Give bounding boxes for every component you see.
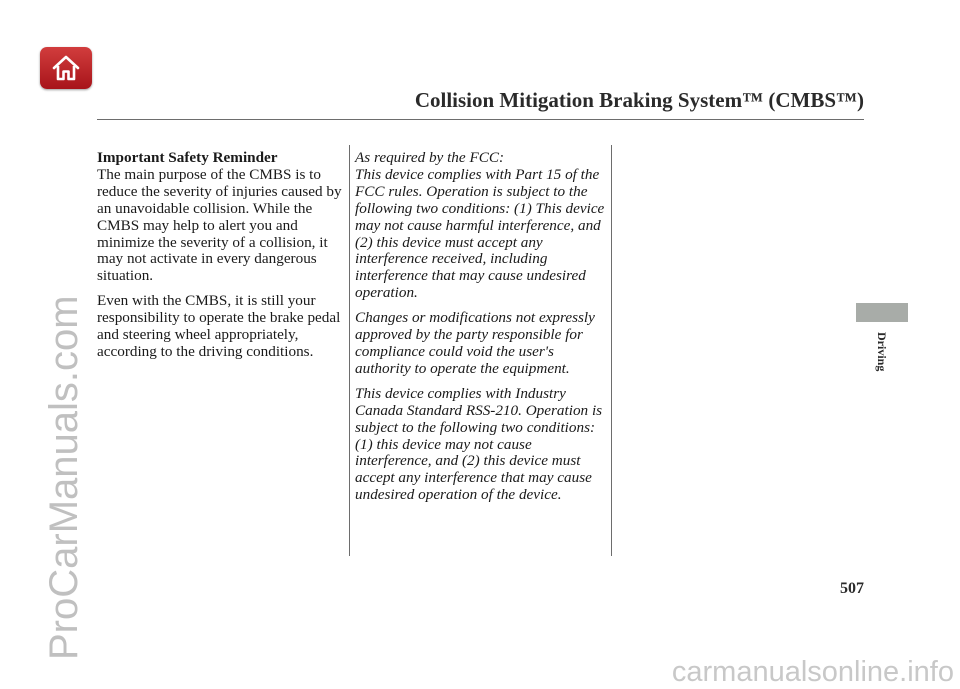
left-column [97, 150, 345, 369]
column-divider-2 [611, 145, 612, 556]
section-tab[interactable] [856, 303, 908, 322]
section-heading: Important Safety Reminder [97, 149, 278, 166]
fcc-paragraph [355, 150, 605, 302]
fcc-text: This device complies with Part 15 of the FCC rules. Operation is subject to the following two conditions: (1) This device may not cause harmful interference, and (2) this device must accept any interference received, including interference that may cause undesired operation. [355, 165, 605, 302]
safety-paragraph-2: Even with the CMBS, it is still your responsibility to operate the brake pedal and steering wheel appropriately, according to the driving conditions. [97, 292, 341, 360]
right-column [355, 150, 605, 512]
watermark-bottom: carmanualsonline.info [671, 656, 954, 688]
column-divider-1 [349, 145, 350, 556]
modifications-paragraph: Changes or modifications not expressly approved by the party responsible for compliance could void the user's authority to operate the equipment. [355, 309, 595, 377]
safety-paragraph-1 [97, 150, 345, 285]
header-rule [97, 119, 864, 120]
page-title: Collision Mitigation Braking System™ (CMBS™) [414, 88, 864, 112]
paragraph-text: The main purpose of the CMBS is to reduce the severity of injuries caused by an unavoidable collision. While the CMBS may help to alert you and minimize the severity of a collision, it may not activate in every dangerous situation. [97, 165, 342, 285]
home-icon [52, 55, 80, 81]
section-tab-label: Driving [875, 332, 889, 372]
page-number: 507 [840, 580, 864, 597]
watermark-left: ProCarManuals.com [42, 295, 86, 660]
fcc-intro: As required by the FCC: [355, 149, 505, 166]
industry-canada-paragraph: This device complies with Industry Canada Standard RSS-210. Operation is subject to the following two conditions: (1) this device may not cause interference, and (2) this device must accept any interference that may cause undesired operation of the device. [355, 384, 603, 504]
home-button[interactable] [40, 47, 92, 89]
